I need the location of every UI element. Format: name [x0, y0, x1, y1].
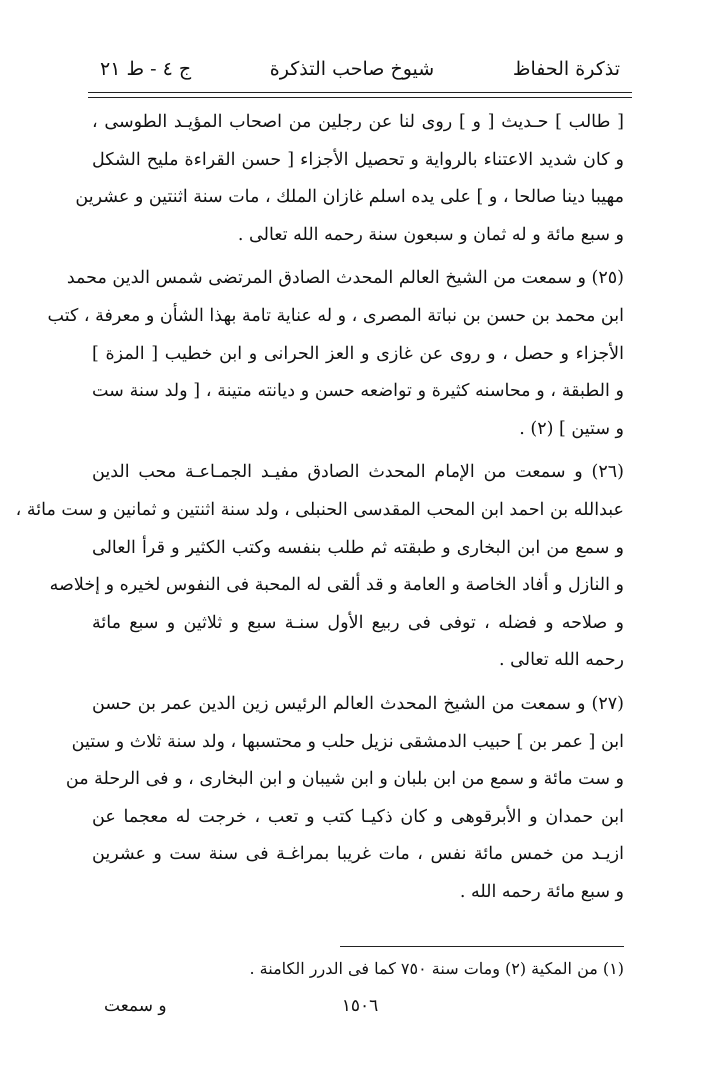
text-line: و كان شديد الاعتناء بالرواية و تحصيل الأجزاء [ حسن القراءة مليح الشكل [92, 149, 624, 170]
text-line: و ست مائة و سمع من ابن بلبان و ابن شيبان و ابن البخارى ، و فى الرحلة من [65, 769, 624, 790]
header-rule-bottom [88, 97, 632, 98]
text-line: [ طالب ] حـديث [ و ] روى لنا عن رجلين من اصحاب المؤيـد الطوسى ، [92, 112, 624, 132]
text-line: ابن [ عمر بن ] حبيب الدمشقى نزيل حلب و محتسبها ، ولد سنة ثلاث و ستين [71, 731, 624, 752]
header-section-title: شيوخ صاحب التذكرة [269, 58, 435, 80]
text-line: ابن حمدان و الأبرقوهى و كان ذكيـا كتب و تعب ، خرجت له معجما عن [92, 806, 624, 827]
text-line: و الطبقة ، و محاسنه كثيرة و تواضعه حسن و ديانته متينة ، [ ولد سنة ست [92, 381, 624, 402]
entry-26-first-line: (٢٦) و سمعت من الإمام المحدث الصادق مفيـد الجمـاعـة محب الدين [92, 462, 624, 483]
text-line: ازيـد من خمس مائة نفس ، مات غريبا بمراغـة فى سنة ست و عشرين [92, 844, 624, 865]
entry-25-first-line: (٢٥) و سمعت من الشيخ العالم المحدث الصادق المرتضى شمس الدين محمد [66, 268, 624, 289]
text-line: عبدالله بن احمد ابن المحب المقدسى الحنبلى ، ولد سنة اثنتين و ثمانين و ست مائة ، [15, 499, 624, 520]
text-line: رحمه الله تعالى . [499, 650, 624, 671]
text-line: و سمع من ابن البخارى و طبقته ثم طلب بنفسه وكتب الكثير و قرأ العالى [92, 537, 624, 558]
header-book-title: تذكرة الحفاظ [512, 58, 620, 80]
text-line: و ستين ] (٢) . [519, 418, 624, 439]
text-line: و سبع مائة رحمه الله . [459, 881, 624, 902]
text-line: و صلاحه و فضله ، توفى فى ربيع الأول سنـة سبع و ثلاثين و سبع مائة [92, 612, 624, 633]
footnote-rule [340, 946, 624, 947]
running-header [100, 52, 620, 86]
footnotes: (١) من المكية (٢) ومات سنة ٧٥٠ كما فى الدرر الكامنة . [249, 959, 624, 978]
page-number: ١٥٠٦ [341, 996, 379, 1016]
header-volume-number: ج ٤ - ط ٢١ [100, 58, 192, 80]
body-text [15, 104, 624, 911]
text-line: الأجزاء و حصل ، و روى عن غازى و العز الحرانى و ابن خطيب [ المزة ] [92, 343, 624, 364]
text-line: ابن محمد بن حسن بن نباتة المصرى ، و له عناية تامة بهذا الشأن و معرفة ، كتب [47, 305, 624, 326]
catchword: و سمعت [104, 996, 167, 1016]
entry-27-first-line: (٢٧) و سمعت من الشيخ المحدث العالم الرئيس زين الدين عمر بن حسن [92, 693, 624, 714]
text-line: و سبع مائة و له ثمان و سبعون سنة رحمه الله تعالى . [237, 224, 624, 245]
text-line: مهيبا دينا صالحا ، و ] على يده اسلم غازان الملك ، مات سنة اثنتين و عشرين [75, 187, 624, 208]
text-line: و النازل و أفاد الخاصة و العامة و قد ألقى له المحبة فى النفوس لخيره و إخلاصه [49, 575, 624, 596]
header-rule-top [88, 92, 632, 93]
